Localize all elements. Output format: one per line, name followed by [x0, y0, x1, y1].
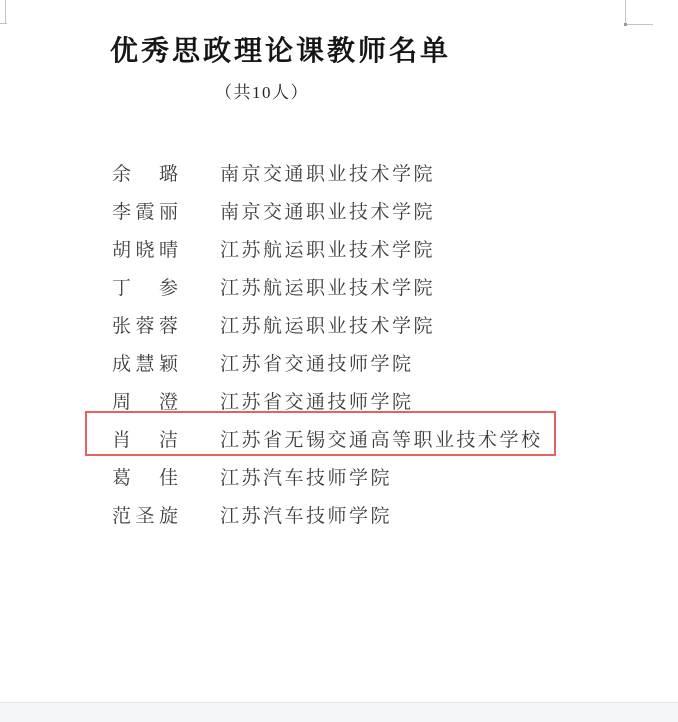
teacher-school: 江苏省交通技师学院 — [220, 353, 414, 375]
teacher-list — [112, 153, 543, 533]
teacher-name — [112, 387, 178, 414]
teacher-row-highlighted — [112, 419, 543, 457]
name-char: 李 — [112, 201, 132, 223]
teacher-row — [112, 267, 543, 305]
teacher-name — [112, 501, 178, 528]
teacher-name — [112, 349, 178, 376]
name-char: 颖 — [158, 353, 178, 375]
name-char: 张 — [112, 315, 132, 337]
teacher-row — [112, 305, 543, 343]
status-bar — [0, 702, 678, 722]
name-char: 蓉 — [135, 315, 155, 337]
teacher-row — [112, 229, 543, 267]
teacher-school: 江苏汽车技师学院 — [220, 505, 393, 527]
page-corner-mark-left-vertical — [5, 0, 6, 23]
name-char: 周 — [112, 391, 132, 413]
teacher-name — [112, 159, 178, 186]
teacher-row — [112, 343, 543, 381]
teacher-school: 江苏航运职业技术学院 — [220, 315, 436, 337]
teacher-school: 南京交通职业技术学院 — [220, 201, 436, 223]
page-corner-mark-left-horizontal — [0, 23, 7, 24]
teacher-name — [112, 235, 178, 262]
teacher-row — [112, 153, 543, 191]
name-char: 旋 — [158, 505, 178, 527]
name-char: 丁 — [112, 277, 132, 299]
teacher-name — [112, 273, 178, 300]
name-char: 葛 — [112, 467, 132, 489]
name-char: 胡 — [112, 239, 132, 261]
name-char: 洁 — [158, 429, 178, 451]
teacher-school: 江苏航运职业技术学院 — [220, 239, 436, 261]
name-char: 璐 — [158, 163, 178, 185]
name-char: 丽 — [158, 201, 178, 223]
teacher-name — [112, 463, 178, 490]
name-char: 霞 — [135, 201, 155, 223]
name-char: 蓉 — [158, 315, 178, 337]
name-char: 成 — [112, 353, 132, 375]
teacher-school: 江苏省交通技师学院 — [220, 391, 414, 413]
page-corner-mark-right-vertical — [625, 0, 626, 24]
teacher-row — [112, 457, 543, 495]
teacher-row — [112, 495, 543, 533]
teacher-school: 江苏汽车技师学院 — [220, 467, 393, 489]
name-char: 肖 — [112, 429, 132, 451]
teacher-school: 江苏省无锡交通高等职业技术学校 — [220, 429, 543, 451]
page-subtitle: （共10人） — [215, 83, 309, 102]
teacher-name — [112, 197, 178, 224]
name-char: 晴 — [158, 239, 178, 261]
page-corner-mark-right-horizontal — [625, 24, 653, 25]
name-char: 圣 — [135, 505, 155, 527]
name-char: 澄 — [158, 391, 178, 413]
teacher-row — [112, 191, 543, 229]
name-char: 晓 — [135, 239, 155, 261]
page-corner-mark-right-corner — [624, 23, 627, 26]
teacher-name — [112, 425, 178, 452]
teacher-school: 南京交通职业技术学院 — [220, 163, 436, 185]
name-char: 范 — [112, 505, 132, 527]
teacher-name — [112, 311, 178, 338]
teacher-school: 江苏航运职业技术学院 — [220, 277, 436, 299]
page-title: 优秀思政理论课教师名单 — [110, 36, 452, 67]
name-char: 佳 — [158, 467, 178, 489]
name-char: 参 — [158, 277, 178, 299]
name-char: 余 — [112, 163, 132, 185]
name-char: 慧 — [135, 353, 155, 375]
